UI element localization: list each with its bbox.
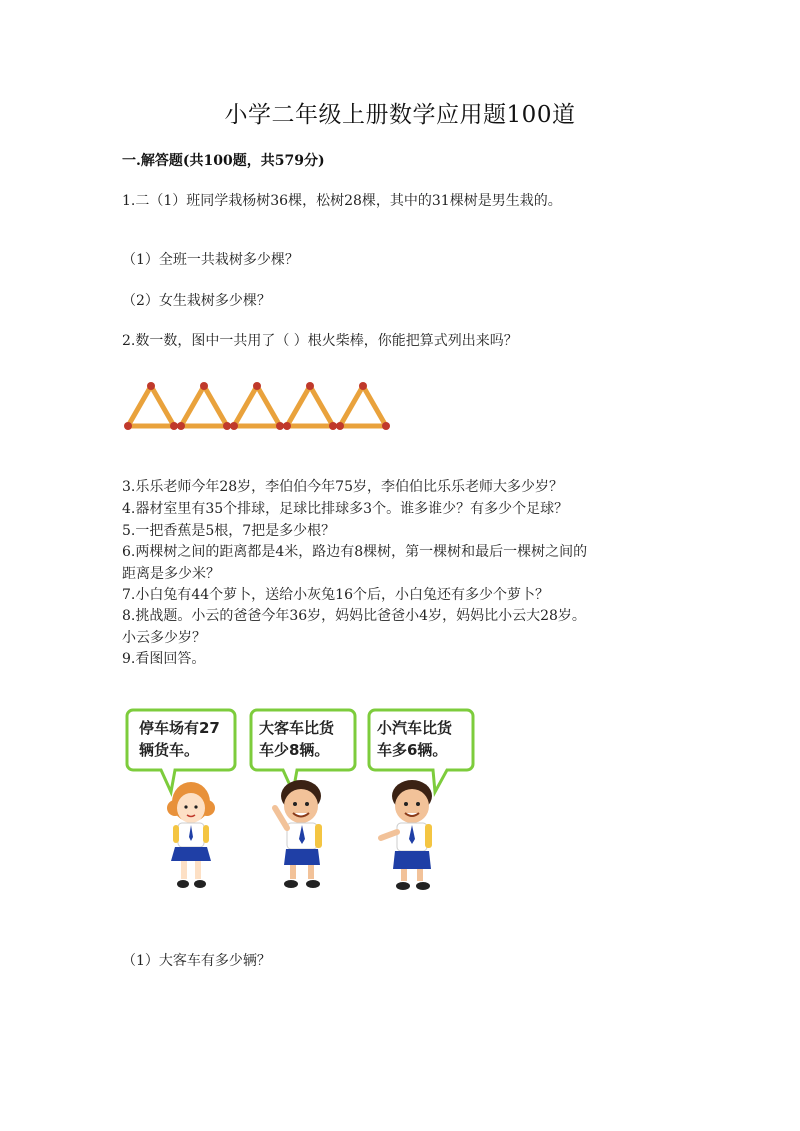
question-4: 4.器材室里有35个排球，足球比排球多3个。谁多谁少？有多少个足球？ [122,501,569,517]
matchstick [204,386,227,426]
question-9: 9.看图回答。 [122,651,206,667]
matchstick [234,386,257,426]
match-head [253,382,261,390]
girl-figure [167,782,215,888]
bubble-1-line-2: 辆货车。 [139,741,200,759]
question-2: 2.数一数，图中一共用了（ ）根火柴棒，你能把算式列出来吗？ [122,333,518,349]
match-head [177,422,185,430]
match-head [359,382,367,390]
match-head [276,422,284,430]
matchstick [340,386,363,426]
question-1: 1.二（1）班同学栽杨树36棵，松树28棵，其中的31棵树是男生栽的。 [122,193,562,209]
question-1-sub-1: （1）全班一共栽树多少棵？ [122,252,299,268]
matchstick-triangle [283,382,337,430]
match-head [329,422,337,430]
bubble-3-line-1: 小汽车比货 [377,719,453,737]
matchstick [181,386,204,426]
match-head [230,422,238,430]
question-5: 5.一把香蕉是5根，7把是多少根？ [122,523,336,539]
question-8-line-2: 小云多少岁？ [122,630,206,646]
match-head [170,422,178,430]
matchstick [151,386,174,426]
matchstick-triangle [336,382,390,430]
matchstick [363,386,386,426]
match-head [382,422,390,430]
speech-bubble-3 [369,710,473,792]
match-head [283,422,291,430]
speech-bubble-2 [251,710,355,792]
question-7: 7.小白兔有44个萝卜，送给小灰兔16个后，小白兔还有多少个萝卜？ [122,587,549,603]
question-8-line-1: 8.挑战题。小云的爸爸今年36岁，妈妈比爸爸小4岁，妈妈比小云大28岁。 [122,608,586,624]
matchstick-triangles-figure [122,378,402,438]
bubble-2-line-2: 车少8辆。 [259,741,330,759]
match-head [223,422,231,430]
question-9-sub-1: （1）大客车有多少辆？ [122,953,271,969]
bubble-1-line-1: 停车场有27 [139,719,220,737]
matchstick [310,386,333,426]
match-head [124,422,132,430]
match-head [306,382,314,390]
boy-figure-2 [381,780,432,890]
matchstick [128,386,151,426]
question-6-line-2: 距离是多少米？ [122,566,220,582]
matchstick-triangle [230,382,284,430]
bubble-2-line-1: 大客车比货 [259,719,335,737]
section-heading: 一.解答题(共100题，共579分) [122,153,325,169]
speech-bubble-1 [127,710,235,792]
matchstick [287,386,310,426]
question-1-sub-2: （2）女生栽树多少棵？ [122,293,271,309]
kids-speech-bubbles-figure [125,700,485,905]
question-6-line-1: 6.两棵树之间的距离都是4米，路边有8棵树，第一棵树和最后一棵树之间的 [122,544,588,560]
bubble-3-line-2: 车多6辆。 [377,741,448,759]
question-3: 3.乐乐老师今年28岁，李伯伯今年75岁，李伯伯比乐乐老师大多少岁？ [122,479,563,495]
match-head [147,382,155,390]
document-title: 小学二年级上册数学应用题100道 [224,102,576,128]
match-head [200,382,208,390]
matchstick-triangle [124,382,178,430]
boy-figure-1 [275,780,322,888]
matchstick [257,386,280,426]
match-head [336,422,344,430]
matchstick-triangle [177,382,231,430]
